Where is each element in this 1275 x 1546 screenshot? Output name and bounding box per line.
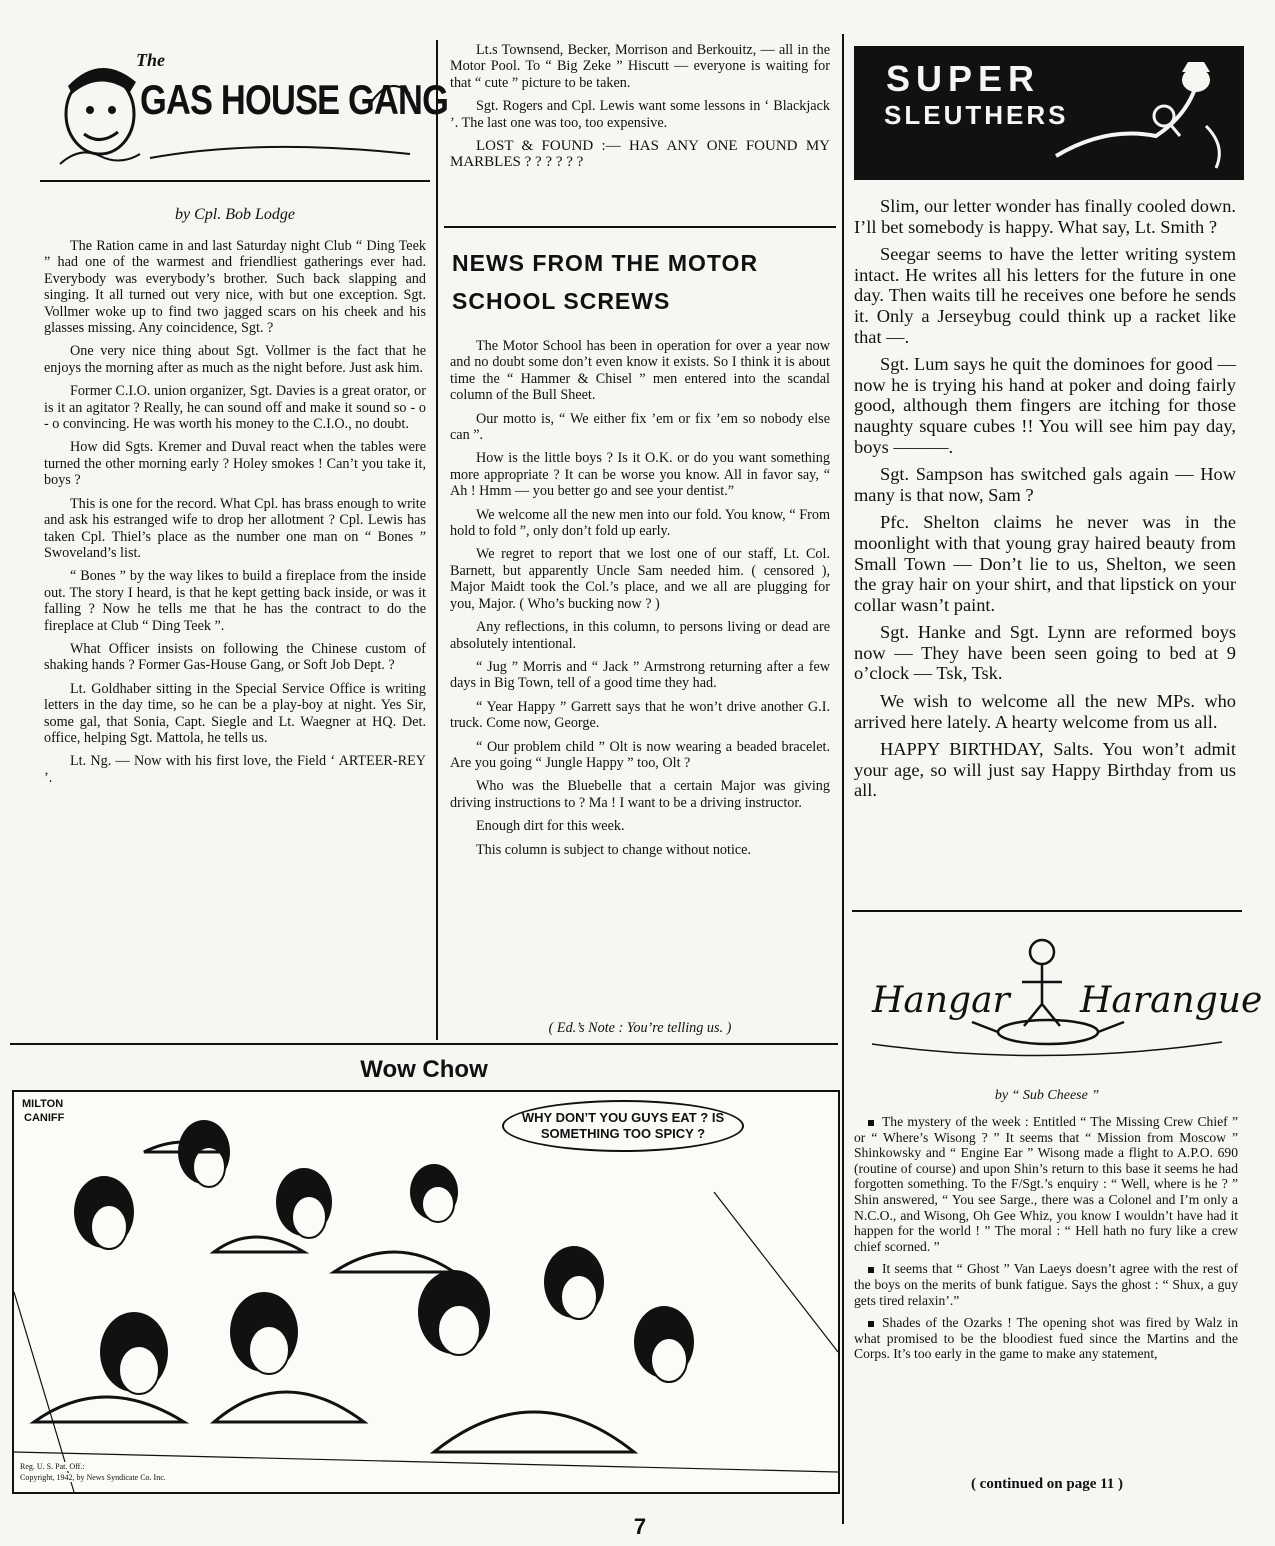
- comic-copyright-line2: Copyright, 1942, by News Syndicate Co. Inc.: [20, 1473, 166, 1482]
- sleuthers-paragraph: We wish to welcome all the new MPs. who arrived here lately. A hearty welcome from us all.: [854, 691, 1236, 732]
- sleuthers-logo-line2: SLEUTHERS: [884, 100, 1069, 130]
- sleuthers-paragraph: Sgt. Lum says he quit the dominoes for good — now he is trying his hand at poker and doing fairly good, although them fingers are itching for those naughty square cubes !! You will see him pay day, boys ———.: [854, 354, 1236, 457]
- comic-signature-line1: MILTON: [22, 1098, 64, 1110]
- motor-school-column: [450, 338, 830, 865]
- bullet-icon: [868, 1120, 874, 1126]
- editor-note: ( Ed.’s Note : You’re telling us. ): [548, 1020, 732, 1036]
- lost-and-found: LOST & FOUND :— HAS ANY ONE FOUND MY MARBLES ? ? ? ? ? ?: [450, 138, 830, 171]
- motor-school-paragraph: Who was the Bluebelle that a certain Major was giving driving instructions to ? Ma ! I want to be a driving instructor.: [450, 778, 830, 811]
- gas-house-paragraph: This is one for the record. What Cpl. has brass enough to write and ask his estranged wife to drop her allotment ? Cpl. Lewis has taken Cpl. Thiel’s place as the number one man on “ Bones ” Swoveland’s list.: [44, 495, 426, 561]
- motor-school-paragraph: How is the little boys ? Is it O.K. or do you want something more appropriate ? It can be worse you know. All in favor say, “ Ah ! Hmm — you better go and see your dentist.”: [450, 450, 830, 500]
- gas-house-paragraph: What Officer insists on following the Chinese custom of shaking hands ? Former Gas-House Gang, or Soft Job Dept. ?: [44, 640, 426, 674]
- hangar-top-rule: [852, 910, 1242, 912]
- motor-school-paragraph: The Motor School has been in operation for over a year now and no doubt some don’t even know it exists. So I think it is about time the “ Hammer & Chisel ” men entered into the scandal column of the Bull Sheet.: [450, 338, 830, 404]
- header-rule-middle: [444, 226, 836, 228]
- motor-pool-column: [450, 42, 830, 178]
- sleuthers-paragraph: Seegar seems to have the letter writing system intact. He writes all his letters for the future in one day. Then waits till he receives one before he sends it. Only a Jerseybug could think up a racket like that —.: [854, 244, 1236, 347]
- gas-house-logo-text: GAS HOUSE GANG: [140, 76, 449, 123]
- sleuthers-paragraph: Pfc. Shelton claims he never was in the moonlight with that young gray haired beauty from Small Town — Don’t lie to us, Shelton, we seen the gray hair on your shirt, and that lipstick on your collar wasn’t paint.: [854, 512, 1236, 615]
- wow-chow-comic-panel: [12, 1090, 840, 1494]
- column-rule-2: [842, 34, 844, 1524]
- gas-house-gang-logo: [40, 34, 449, 174]
- hangar-paragraph-text: It seems that “ Ghost ” Van Laeys doesn’t agree with the rest of the boys on the merits of bunk fatigue. Says the ghost : “ Shux, a guy gets tired relaxin’.”: [854, 1261, 1238, 1308]
- detective-cartoon-icon: [1046, 56, 1236, 174]
- hangar-column: [854, 1114, 1238, 1369]
- continued-note: ( continued on page 11 ): [970, 1476, 1124, 1492]
- motor-school-paragraph: This column is subject to change without notice.: [476, 841, 752, 858]
- motor-school-paragraph: Our motto is, “ We either fix ’em or fix ’em so nobody else can ”.: [450, 410, 830, 444]
- bullet-icon: [868, 1321, 874, 1327]
- comic-signature-line2: CANIFF: [24, 1112, 65, 1124]
- gas-house-paragraph: How did Sgts. Kremer and Duval react when the tables were turned the other morning early ? Holey smokes ! Can’t you take it, boys ?: [44, 439, 426, 489]
- gas-house-paragraph: One very nice thing about Sgt. Vollmer is the fact that he enjoys the morning after as much as the night before. Just ask him.: [44, 343, 426, 376]
- sleuthers-logo-line1: SUPER: [886, 58, 1041, 99]
- sleuthers-column: [854, 196, 1236, 808]
- gas-house-column: [44, 238, 426, 793]
- sleuthers-paragraph: Sgt. Hanke and Sgt. Lynn are reformed boys now — They have been seen going to bed at 9 o’clock — Tsk, Tsk.: [854, 622, 1236, 684]
- motor-school-heading-line1: NEWS FROM THE MOTOR: [452, 250, 759, 276]
- hangar-harangue-logo: [852, 926, 1263, 1066]
- super-sleuthers-logo: [854, 46, 1244, 180]
- motor-school-paragraph: Enough dirt for this week.: [476, 818, 625, 835]
- hangar-byline: by “ Sub Cheese ”: [994, 1088, 1100, 1103]
- motor-school-paragraph: “ Jug ” Morris and “ Jack ” Armstrong returning after a few days in Big Town, tell of a good time they had.: [450, 658, 830, 692]
- comic-title: Wow Chow: [360, 1056, 488, 1083]
- motor-school-heading-line2: SCHOOL SCREWS: [452, 288, 671, 314]
- motor-school-paragraph: “ Our problem child ” Olt is now wearing a beaded bracelet. Are you going “ Jungle Happy ” too, Olt ?: [450, 738, 830, 771]
- hangar-logo-left: Hangar: [872, 980, 1010, 1021]
- gas-house-paragraph: “ Bones ” by the way likes to build a fireplace from the inside out. The story I heard, is that he kept getting back inside, or was it falling ? Now he tells me that he has the contract to do the fireplace at Club “ Ding Teek ”.: [44, 568, 426, 634]
- motor-pool-paragraph: Lt.s Townsend, Becker, Morrison and Berkouitz, — all in the Motor Pool. To “ Big Zeke ” Hiscutt — everyone is waiting for that “ cute ” picture to be taken.: [450, 42, 830, 91]
- motor-pool-paragraph: Sgt. Rogers and Cpl. Lewis want some lessons in ‘ Blackjack ’. The last one was too, too expensive.: [450, 98, 830, 131]
- hangar-paragraph-text: Shades of the Ozarks ! The opening shot was fired by Walz in what promised to be the bloodiest fued since the Martins and the Corps. It’s too early in the game to make any statement,: [854, 1315, 1238, 1362]
- comic-copyright-line1: Reg. U. S. Pat. Off.:: [20, 1462, 85, 1471]
- column-rule-1: [436, 40, 438, 1040]
- hangar-paragraph-text: The mystery of the week : Entitled “ The Missing Crew Chief ” or “ Where’s Wisong ? ” It seems that “ Mission from Moscow ” Shinkowsky and “ Engine Ear ” Wisong made a flight to A.P.O. 690 (routine of course) and upon Shin’s return to this base it seems he had forgotten something. To the F/Sgt.’s enquiry : “ Well, where is he ? ” Shin answered, “ You see Sarge., there was a Colonel and I’m only a N.C.O., and Wisong, Oh Gee Whiz, you know I wouldn’t have had it happen for the world ! ” The moral : “ Hell hath no fury like a crew chief scorned. ”: [854, 1114, 1238, 1254]
- motor-school-paragraph: “ Year Happy ” Garrett says that he won’t drive another G.I. truck. Come now, George.: [450, 698, 830, 732]
- page-number: 7: [633, 1514, 647, 1539]
- motor-school-paragraph: Any reflections, in this column, to persons living or dead are absolutely intentional.: [450, 619, 830, 652]
- gas-house-paragraph: Lt. Ng. — Now with his first love, the Field ‘ ARTEER-REY ’.: [44, 753, 426, 786]
- gas-house-paragraph: The Ration came in and last Saturday night Club “ Ding Teek ” had one of the warmest and friendliest gatherings ever had. Everybody was everybody’s brother. Such back slapping and singing. It all turned out very nice, with but one exception. Sgt. Vollmer woke up to find two jagged scars on his cheek and his glasses missing. Any coincidence, Sgt. ?: [44, 238, 426, 337]
- sleuthers-paragraph: Sgt. Sampson has switched gals again — How many is that now, Sam ?: [854, 464, 1236, 505]
- sleuthers-paragraph: Slim, our letter wonder has finally cooled down. I’ll bet somebody is happy. What say, Lt. Smith ?: [854, 196, 1236, 237]
- sleuthers-paragraph: HAPPY BIRTHDAY, Salts. You won’t admit your age, so will just say Happy Birthday from us all.: [854, 739, 1236, 801]
- comic-illustration-icon: [14, 1092, 838, 1492]
- gas-house-paragraph: Lt. Goldhaber sitting in the Special Service Office is writing letters in the day time, so he can be a play-boy at night. Yes Sir, some gal, that Sonia, Capt. Siegle and Lt. Waegner at HQ. Det. office, helping Sgt. Mattola, he tells us.: [44, 680, 426, 746]
- header-rule-left: [40, 180, 430, 182]
- hangar-paragraph: [854, 1261, 1238, 1308]
- gas-house-logo-small: The: [136, 50, 165, 70]
- gas-house-paragraph: Former C.I.O. union organizer, Sgt. Davies is a great orator, or is it an agitator ? Really, he can sound off and make it sound so - o - o convincing. He was worth his money to the C.I.O., no doubt.: [44, 383, 426, 433]
- gas-house-byline: by Cpl. Bob Lodge: [175, 206, 295, 223]
- motor-school-paragraph: We welcome all the new men into our fold. You know, “ From hold to fold ”, only don’t fold up early.: [450, 506, 830, 540]
- bullet-icon: [868, 1267, 874, 1273]
- hangar-logo-right: Harangue: [1080, 980, 1263, 1021]
- motor-school-paragraph: We regret to report that we lost one of our staff, Lt. Col. Barnett, but apparently Uncle Sam needed him. ( censored ), Major Maidt took the Col.’s place, and we all are plugging for you, Major. ( Who’s bucking now ? ): [450, 546, 830, 612]
- hangar-paragraph: [854, 1315, 1238, 1362]
- comic-top-rule: [10, 1043, 838, 1045]
- hangar-paragraph: [854, 1114, 1238, 1254]
- speech-bubble: WHY DON’T YOU GUYS EAT ? IS SOMETHING TOO SPICY ?: [502, 1100, 744, 1152]
